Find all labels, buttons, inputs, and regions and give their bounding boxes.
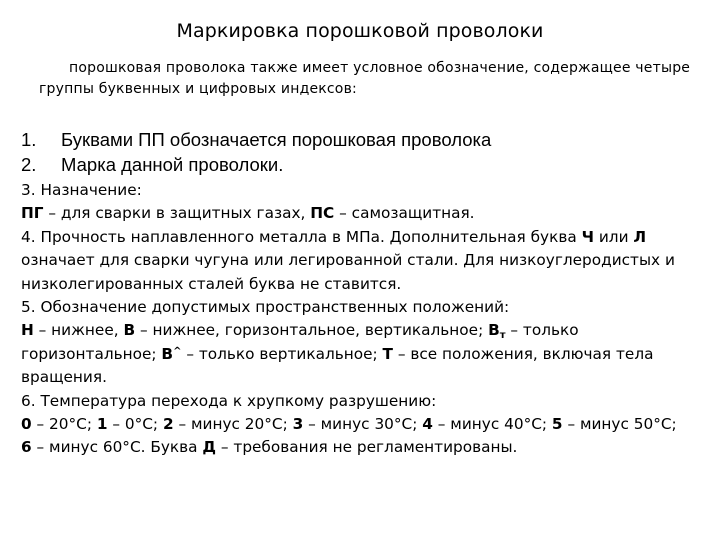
item-5-line-1: [21, 319, 711, 342]
position-n: Н: [21, 321, 34, 340]
position-v: В: [123, 321, 136, 340]
position-vv-letter: В: [161, 344, 174, 363]
details-body: [21, 179, 711, 460]
item-5-heading: 5. Обозначение допустимых пространственных положений:: [21, 298, 510, 317]
code-ps: ПС: [310, 204, 335, 223]
item-4-or: или: [593, 227, 634, 246]
position-vt: [488, 321, 506, 342]
list-item-1: [21, 129, 491, 151]
position-v-desc: – нижнее, горизонтальное, вертикальное;: [135, 321, 489, 340]
position-vv-sup: ^: [173, 345, 182, 357]
letter-d-desc: – требования не регламентированы.: [216, 438, 518, 457]
temp-code-1-desc: – 0°С;: [107, 415, 163, 434]
position-vt-desc: – только: [505, 321, 579, 340]
intro-line-1: порошковая проволока также имеет условное обозначение, содержащее четыре: [69, 60, 691, 76]
letter-ch: Ч: [581, 227, 594, 246]
temp-code-6: 6: [21, 438, 32, 457]
intro-line-2: группы буквенных и цифровых индексов:: [39, 80, 357, 97]
position-t-desc: – все положения, включая тела: [392, 344, 654, 363]
list-item-1-number: 1.: [21, 129, 37, 150]
letter-l: Л: [633, 227, 647, 246]
item-5-line-3: вращения.: [21, 368, 107, 387]
temp-code-6-desc: – минус 60°С. Буква: [31, 438, 203, 457]
item-3-heading: 3. Назначение:: [21, 181, 142, 199]
list-item-2-text: Марка данной проволоки.: [61, 154, 284, 175]
temp-code-2-desc: – минус 20°С;: [173, 415, 293, 434]
temp-code-5-desc: – минус 50°С;: [562, 415, 677, 434]
temp-code-5: 5: [551, 415, 563, 434]
item-6-heading: 6. Температура перехода к хрупкому разрушению:: [21, 391, 437, 410]
position-vv: [161, 345, 181, 363]
code-pg-desc: – для сварки в защитных газах,: [43, 204, 311, 223]
item-6-line-1: [21, 413, 711, 436]
position-vt-letter: В: [488, 321, 500, 340]
temp-code-4-desc: – минус 40°С;: [432, 415, 552, 434]
position-vt-sub: т: [499, 330, 506, 342]
temp-code-0: 0: [21, 415, 32, 434]
item-4-line-3: низколегированных сталей буква не ставится.: [21, 274, 402, 293]
temp-code-0-desc: – 20°С;: [31, 415, 97, 434]
temp-code-3: 3: [292, 415, 304, 434]
list-item-2-number: 2.: [21, 154, 37, 175]
temp-code-1: 1: [96, 415, 108, 434]
code-ps-desc: – самозащитная.: [334, 204, 475, 223]
temp-code-4: 4: [422, 415, 433, 434]
item-6-line-2: [21, 436, 711, 459]
item-4-line-1: [21, 226, 711, 249]
item-4-line-2: означает для сварки чугуна или легированной стали. Для низкоуглеродистых и: [21, 251, 675, 270]
item-5-line-2-start: горизонтальное;: [21, 344, 162, 363]
position-n-desc: – нижнее,: [33, 321, 124, 340]
item-3-purpose-line: [21, 202, 711, 225]
item-4-text: 4. Прочность наплавленного металла в МПа. Дополнительная буква: [21, 227, 582, 246]
position-vv-desc: – только вертикальное;: [181, 344, 383, 363]
item-5-line-2: [21, 343, 711, 366]
code-pg: ПГ: [21, 204, 44, 223]
list-item-1-text: Буквами ПП обозначается порошковая проволока: [61, 129, 492, 150]
slide-title: Маркировка порошковой проволоки: [176, 20, 544, 42]
letter-d: Д: [202, 438, 217, 457]
temp-code-2: 2: [162, 415, 174, 434]
list-item-2: [21, 154, 283, 176]
intro-paragraph: [39, 58, 711, 99]
temp-code-3-desc: – минус 30°С;: [303, 415, 423, 434]
position-t: Т: [382, 344, 393, 363]
